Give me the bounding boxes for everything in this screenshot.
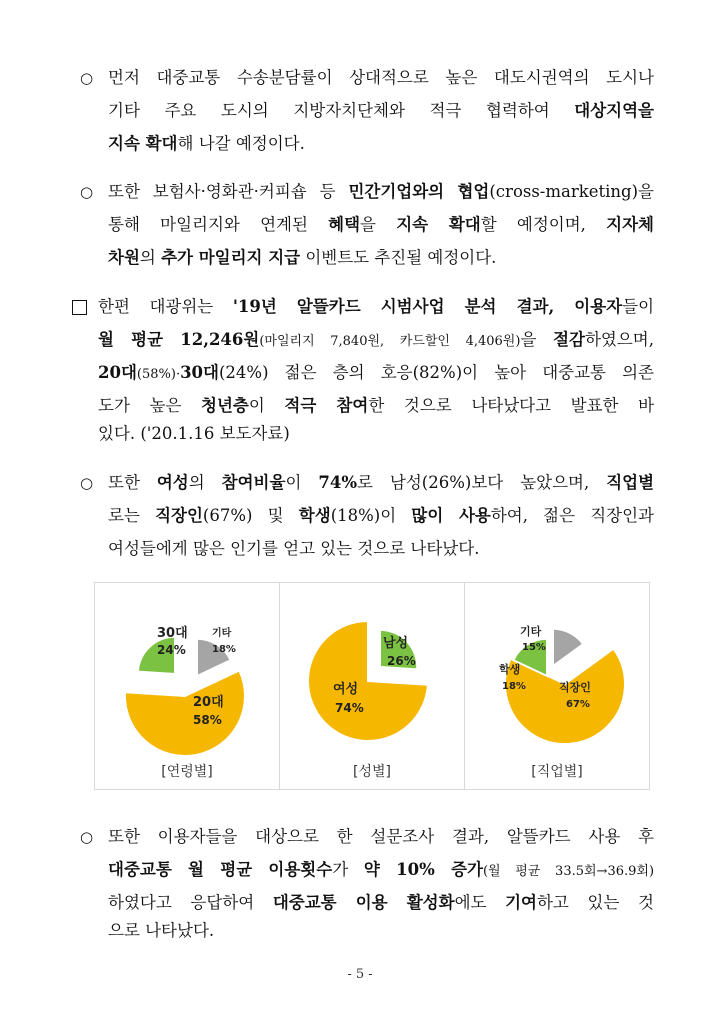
age-20s-label: 20대: [193, 695, 224, 710]
job-student-pct: 18%: [502, 681, 526, 692]
job-chart-title: [직업별]: [531, 764, 583, 780]
gender-chart-title: [성별]: [353, 764, 391, 780]
gender-pie-svg: [280, 583, 464, 758]
age-pie-svg: [95, 583, 279, 758]
p3-line-3: 20대(58%)·30대(24%) 젊은 층의 호응(82%)이 높아 대중교통 의존: [98, 363, 654, 382]
gender-chart: [280, 583, 464, 789]
bullet-circle: ○: [80, 183, 94, 201]
p4-line-2: 로는 직장인(67%) 및 학생(18%)이 많이 사용하여, 젊은 직장인과: [108, 506, 654, 525]
job-student-label: 학생: [499, 663, 521, 676]
p1-line-1: 먼저 대중교통 수송분담률이 상대적으로 높은 대도시권역의 도시나: [108, 68, 654, 87]
pie-slice-기타: [553, 629, 583, 666]
p5-line-4: 으로 나타났다.: [108, 921, 215, 940]
p2-line-3: 차원의 추가 마일리지 지급 이벤트도 추진될 예정이다.: [108, 248, 497, 267]
bullet-circle: ○: [80, 69, 94, 87]
pie-slice-20대: [125, 670, 245, 756]
p3-line-5: 있다. ('20.1.16 보도자료): [98, 424, 290, 443]
job-pie-svg: [465, 583, 649, 758]
job-other-label: 기타: [520, 625, 542, 638]
p3-line-4: 도가 높은 청년층이 적극 참여한 것으로 나타났다고 발표한 바: [98, 396, 655, 415]
p2-line-2: 통해 마일리지와 연계된 혜택을 지속 확대할 예정이며, 지자체: [108, 215, 654, 234]
age-30s-pct: 24%: [157, 643, 186, 657]
p1-line-3: 지속 확대해 나갈 예정이다.: [108, 134, 305, 153]
p3-line-2: 월 평균 12,246원(마일리지 7,840원, 카드할인 4,406원)을 절감하였으며,: [98, 330, 654, 349]
section-box-icon: [72, 300, 87, 315]
age-30s-label: 30대: [157, 626, 188, 641]
age-chart: [95, 583, 279, 789]
gender-male-label: 남성: [383, 636, 409, 651]
job-other-pct: 15%: [522, 642, 546, 653]
p5-line-2: 대중교통 월 평균 이용횟수가 약 10% 증가(월 평균 33.5회→36.9회): [108, 860, 655, 879]
p1-line-2: 기타 주요 도시의 지방자치단체와 적극 협력하여 대상지역을: [108, 101, 654, 120]
bullet-circle: ○: [80, 474, 94, 492]
p3-line-1: 한편 대광위는 '19년 알뜰카드 시범사업 분석 결과, 이용자들이: [98, 297, 655, 316]
job-chart: [465, 583, 649, 789]
p5-line-3: 하였다고 응답하여 대중교통 이용 활성화에도 기여하고 있는 것: [108, 893, 654, 912]
gender-female-pct: 74%: [335, 701, 364, 715]
p4-line-1: 또한 여성의 참여비율이 74%로 남성(26%)보다 높았으며, 직업별: [108, 473, 655, 492]
pie-slice-여성: [308, 621, 428, 741]
gender-female-label: 여성: [333, 682, 359, 697]
age-chart-title: [연령별]: [161, 764, 213, 780]
age-other-label: 기타: [212, 628, 232, 639]
job-office-label: 직장인: [559, 681, 591, 694]
p5-line-1: 또한 이용자들을 대상으로 한 설문조사 결과, 알뜰카드 사용 후: [108, 827, 654, 846]
gender-male-pct: 26%: [387, 654, 416, 668]
bullet-circle: ○: [80, 828, 94, 846]
age-other-pct: 18%: [212, 644, 236, 655]
age-20s-pct: 58%: [193, 713, 222, 727]
job-office-pct: 67%: [566, 699, 590, 710]
page-number: - 5 -: [347, 967, 373, 982]
pie-chart-panel: [94, 582, 650, 790]
p4-line-3: 여성들에게 많은 인기를 얻고 있는 것으로 나타났다.: [108, 539, 480, 558]
p2-line-1: 또한 보험사·영화관·커피숍 등 민간기업와의 협업(cross-marketing)을: [108, 182, 654, 201]
